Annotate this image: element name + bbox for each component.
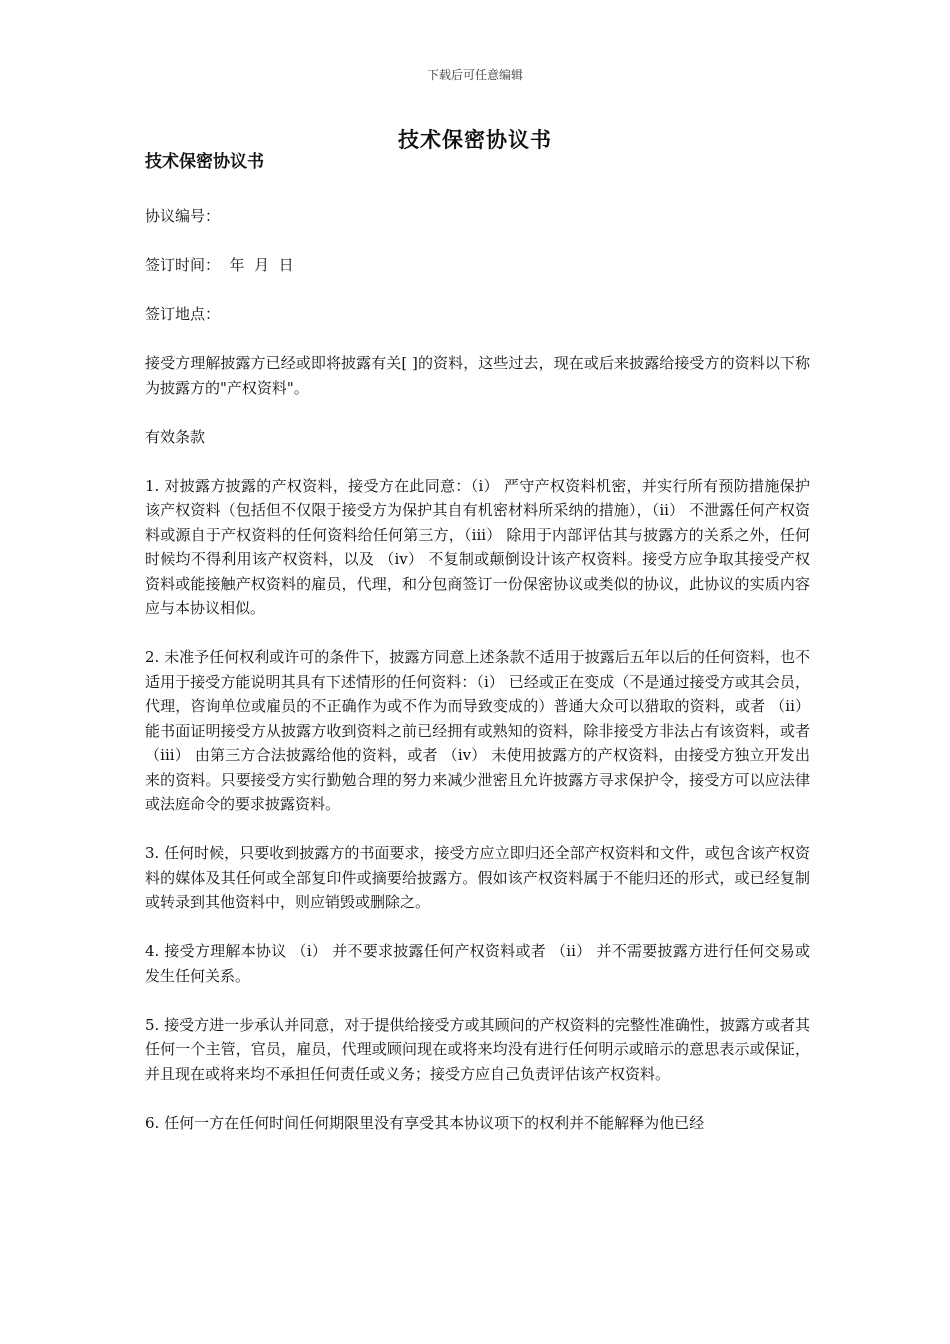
clause-5: 5. 接受方进一步承认并同意，对于提供给接受方或其顾问的产权资料的完整性准确性，披露方或者其任何一个主管，官员，雇员，代理或顾问现在或将来均没有进行任何明示或暗示的意思表示或保证，并且现在或将来均不承担任何责任或义务；接受方应自己负责评估该产权资料。 <box>145 1015 810 1083</box>
document-title: 技术保密协议书 <box>398 127 552 152</box>
clause-3: 3. 任何时候，只要收到披露方的书面要求，接受方应立即归还全部产权资料和文件，或包含该产权资料的媒体及其任何或全部复印件或摘要给披露方。假如该产权资料属于不能归还的形式，或已经复制或转录到其他资料中，则应销毁或删除之。 <box>145 844 810 911</box>
clause-6: 6. 任何一方在任何时间任何期限里没有享受其本协议项下的权利并不能解释为他已经 <box>145 1113 705 1132</box>
agreement-number-field: 协议编号： <box>145 207 221 225</box>
intro-paragraph: 接受方理解披露方已经或即将披露有关[ ]的资料，这些过去，现在或后来披露给接受方的资料以下称为披露方的"产权资料"。 <box>145 354 810 397</box>
clause-1: 1. 对披露方披露的产权资料，接受方在此同意：（i） 严守产权资料机密，并实行所有预防措施保护该产权资料（包括但不仅限于接受方为保护其自有机密材料所采纳的措施），（ii） 不泄露任何产权资料或源自于产权资料的任何资料给任何第三方，（iii） 除用于内部评估其与披露方的关系之外，任何时候均不得利用该产权资料，以及 （iv） 不复制或颠倒设计该产权资料。接受方应争取其接受产权资料或能接触产权资料的雇员，代理，和分包商签订一份保密协议或类似的协议，此协议的实质内容应与本协议相似。 <box>145 476 810 617</box>
document-body <box>145 150 810 1160</box>
clause-4: 4. 接受方理解本协议 （i） 并不要求披露任何产权资料或者 （ii） 并不需要披露方进行任何交易或发生任何关系。 <box>145 942 810 985</box>
section-heading: 有效条款 <box>145 427 206 446</box>
clause-2: 2. 未准予任何权利或许可的条件下，披露方同意上述条款不适用于披露后五年以后的任何资料，也不适用于接受方能说明其具有下述情形的任何资料：（i） 已经或正在变成（不是通过接受方或其会员，代理，咨询单位或雇员的不正确作为或不作为而导致变成的）普通大众可以猎取的资料，或者 （ii） 能书面证明接受方从披露方收到资料之前已经拥有或熟知的资料，除非接受方非法占有该资料，或者 （iii） 由第三方合法披露给他的资料，或者 （iv） 未使用披露方的产权资料，由接受方独立开发出来的资料。只要接受方实行勤勉合理的努力来减少泄密且允许披露方寻求保护令，接受方可以应法律或法庭命令的要求披露资料。 <box>145 648 810 813</box>
header-note: 下载后可任意编辑 <box>426 68 523 82</box>
sign-time-field: 签订时间： 年 月 日 <box>145 256 294 274</box>
sign-place-field: 签订地点： <box>145 305 221 323</box>
document-subtitle: 技术保密协议书 <box>145 152 264 172</box>
